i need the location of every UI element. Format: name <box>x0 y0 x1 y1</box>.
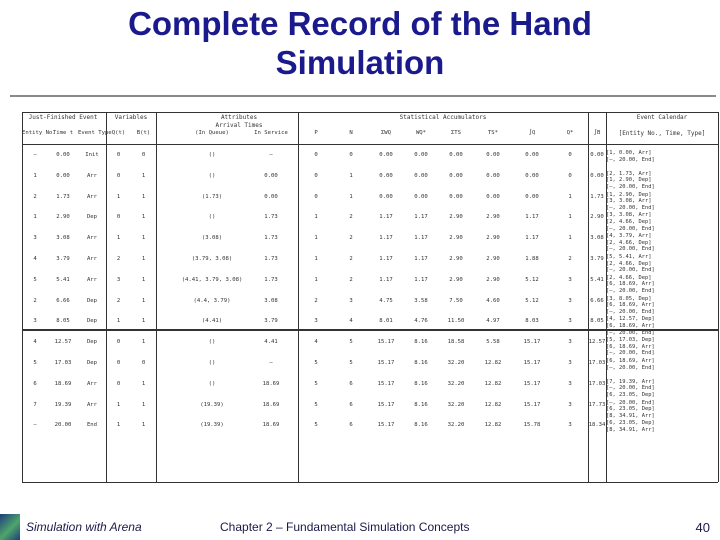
table-cell: 1 <box>141 318 146 325</box>
table-cell: 1 <box>116 318 121 325</box>
table-cell: 17.03 <box>588 380 606 387</box>
column-header: Entity No. <box>22 130 56 136</box>
table-cell: 18.34 <box>588 422 606 429</box>
table-cell: 1 <box>116 401 121 408</box>
table-cell: 32.20 <box>447 380 465 387</box>
event-calendar-cell: [5, 5.41, Arr] [2, 4.66, Dep] [–, 20.00, End] <box>606 254 655 274</box>
table-cell: () <box>208 172 216 179</box>
table-cell: 1.17 <box>414 214 428 221</box>
table-cell: 3 <box>568 339 572 346</box>
title-divider <box>10 95 716 97</box>
table-cell: 2.90 <box>449 235 463 242</box>
table-cell: 11.50 <box>447 318 465 325</box>
table-cell: 1.88 <box>525 256 539 262</box>
table-cell: 1.73 <box>264 256 278 262</box>
column-header: Q* <box>566 130 574 136</box>
column-header: ΣWQ <box>380 130 392 136</box>
table-cell: 4.76 <box>414 318 428 325</box>
column-header: In Service <box>254 130 288 136</box>
table-cell: 0 <box>116 380 121 387</box>
table-cell: 1 <box>141 401 146 408</box>
table-cell: 0.00 <box>486 193 500 200</box>
table-cell: 0.00 <box>449 193 463 200</box>
table-cell: (19.39) <box>200 401 224 408</box>
table-cell: () <box>208 339 216 346</box>
table-cell: 8.16 <box>414 360 428 366</box>
table-cell: 32.20 <box>447 360 465 366</box>
table-cell: 8.01 <box>379 318 393 325</box>
table-cell: 18.58 <box>447 339 465 346</box>
table-cell: 1 <box>141 380 146 387</box>
table-cell: 6 <box>349 380 353 387</box>
table-cell: 3.08 <box>264 297 278 304</box>
table-cell: 7 <box>33 401 37 408</box>
table-cell: 8.05 <box>56 318 70 325</box>
table-cell: 2 <box>568 256 572 262</box>
table-cell: 1 <box>141 193 146 200</box>
table-cell: 1 <box>116 193 121 200</box>
table-cell: () <box>208 214 216 221</box>
table-cell: 6.66 <box>590 297 604 304</box>
table-cell: Arr <box>86 172 98 179</box>
table-cell: 17.03 <box>54 360 72 366</box>
group-event: Just-Finished Event <box>28 114 98 121</box>
table-cell: 0.00 <box>56 172 70 179</box>
table-cell: 3 <box>314 318 318 325</box>
table-cell: 15.17 <box>523 339 541 346</box>
footer-center: Chapter 2 – Fundamental Simulation Concepts <box>220 520 470 534</box>
table-cell: 0 <box>568 172 572 179</box>
table-cell: 2.90 <box>56 214 70 221</box>
table-cell: 0.00 <box>449 172 463 179</box>
table-cell: 5 <box>314 422 318 429</box>
table-cell: 1.73 <box>264 276 278 283</box>
group-variables: Variables <box>114 114 148 121</box>
table-cell: 0.00 <box>525 152 539 158</box>
table-cell: 0 <box>141 152 146 158</box>
table-cell: 2 <box>116 256 121 262</box>
table-cell: 18.69 <box>54 380 72 387</box>
column-header: ∫Q <box>528 130 536 136</box>
table-cell: 8.05 <box>590 318 604 325</box>
table-cell: Dep <box>86 297 98 304</box>
table-cell: 5 <box>349 360 353 366</box>
table-cell: 1 <box>141 214 146 221</box>
column-header: WQ* <box>415 130 427 136</box>
table-cell: 4.97 <box>486 318 500 325</box>
table-cell: Init <box>85 152 99 158</box>
table-cell: 17.73 <box>588 401 606 408</box>
table-cell: (4.41) <box>201 318 223 325</box>
table-cell: 1 <box>141 297 146 304</box>
table-cell: 5 <box>314 360 318 366</box>
table-cell: () <box>208 152 216 158</box>
footer-left: Simulation with Arena <box>26 520 142 534</box>
table-cell: 0 <box>116 360 121 366</box>
table-cell: 0 <box>314 193 318 200</box>
table-cell: (19.39) <box>200 422 224 429</box>
table-cell: 0.00 <box>379 152 393 158</box>
page-number: 40 <box>695 520 710 535</box>
table-cell: 5.41 <box>56 276 70 283</box>
table-cell: Arr <box>86 401 98 408</box>
event-calendar-cell: [3, 8.05, Dep] [6, 18.69, Arr] [–, 20.00, End] <box>606 295 655 315</box>
table-cell: 1.17 <box>379 276 393 283</box>
table-cell: 6 <box>349 422 353 429</box>
column-header: (In Queue) <box>195 130 229 136</box>
table-cell: 17.03 <box>588 360 606 366</box>
table-cell: 3.58 <box>414 297 428 304</box>
table-cell: 15.17 <box>523 380 541 387</box>
table-cell: 1 <box>141 276 146 283</box>
table-cell: 12.57 <box>588 339 606 346</box>
table-cell: 3.79 <box>590 256 604 262</box>
event-calendar-cell: [2, 1.73, Arr] [1, 2.90, Dep] [–, 20.00, End] <box>606 170 655 190</box>
table-cell: 12.82 <box>484 422 502 429</box>
event-calendar-cell: [4, 12.57, Dep] [6, 18.69, Arr] [–, 20.00, End] <box>606 316 655 336</box>
table-cell: 1.73 <box>56 193 70 200</box>
table-cell: 1.17 <box>414 256 428 262</box>
table-cell: 0 <box>116 339 121 346</box>
table-cell: 20.00 <box>54 422 72 429</box>
table-cell: 0.00 <box>449 152 463 158</box>
event-calendar-cell: [–, 20.00, End] [6, 23.05, Dep] [8, 34.91, Arr] <box>606 399 655 419</box>
table-cell: 8.16 <box>414 401 428 408</box>
table-cell: Arr <box>86 276 98 283</box>
table-cell: 32.20 <box>447 422 465 429</box>
column-header: Q(t) <box>111 130 126 136</box>
column-header: B(t) <box>136 130 151 136</box>
table-cell: 5 <box>33 360 37 366</box>
table-cell: 8.16 <box>414 422 428 429</box>
table-cell: 0 <box>568 152 572 158</box>
table-cell: – <box>33 422 37 429</box>
table-cell: 1 <box>116 235 121 242</box>
table-cell: 3 <box>568 297 572 304</box>
table-cell: 0.00 <box>414 172 428 179</box>
table-cell: 2 <box>314 297 318 304</box>
table-cell: 12.82 <box>484 360 502 366</box>
table-cell: 2 <box>349 276 353 283</box>
table-cell: 0 <box>116 152 121 158</box>
table-cell: 0.00 <box>590 172 604 179</box>
table-cell: 0.00 <box>525 172 539 179</box>
table-cell: 1 <box>314 256 318 262</box>
table-cell: 15.78 <box>523 422 541 429</box>
table-cell: 3 <box>33 318 37 325</box>
table-cell: 5 <box>33 276 37 283</box>
table-cell: 0 <box>116 172 121 179</box>
table-cell: 2.90 <box>486 276 500 283</box>
table-cell: 3 <box>568 360 572 366</box>
column-header: Event Type <box>78 130 112 136</box>
table-cell: 15.17 <box>377 422 395 429</box>
table-cell: 0 <box>314 172 318 179</box>
column-header: TS* <box>487 130 499 136</box>
table-cell: 2.90 <box>486 214 500 221</box>
table-cell: 3 <box>349 297 353 304</box>
table-cell: End <box>86 422 98 429</box>
table-cell: 1.17 <box>379 214 393 221</box>
table-cell: 1 <box>33 214 37 221</box>
table-cell: 0.00 <box>486 152 500 158</box>
table-cell: 1 <box>568 214 572 221</box>
event-calendar-cell: [1, 2.90, Dep] [3, 3.08, Arr] [–, 20.00, End] <box>606 191 655 211</box>
table-cell: 3 <box>568 276 572 283</box>
title-line-2: Simulation <box>275 44 445 81</box>
table-cell: 15.17 <box>523 360 541 366</box>
table-cell: () <box>208 380 216 387</box>
table-cell: 3.79 <box>264 318 278 325</box>
table-cell: 1.73 <box>590 193 604 200</box>
table-cell: 5.12 <box>525 276 539 283</box>
table-cell: 3.08 <box>590 235 604 242</box>
table-cell: 1 <box>33 172 37 179</box>
table-cell: 12.82 <box>484 401 502 408</box>
hand-simulation-table <box>22 112 718 482</box>
table-cell: (3.79, 3.08) <box>191 256 233 262</box>
table-cell: 5.58 <box>486 339 500 346</box>
table-cell: 5 <box>349 339 353 346</box>
table-cell: 1.17 <box>525 235 539 242</box>
table-cell: 15.17 <box>377 360 395 366</box>
table-cell: Dep <box>86 339 98 346</box>
grid-hline <box>22 144 718 145</box>
table-cell: 0.00 <box>590 152 604 158</box>
table-cell: () <box>208 360 216 366</box>
table-cell: 8.16 <box>414 380 428 387</box>
table-cell: 8.03 <box>525 318 539 325</box>
table-cell: 15.17 <box>523 401 541 408</box>
table-cell: 1.17 <box>379 256 393 262</box>
table-cell: 1 <box>141 339 146 346</box>
column-header: ΣTS <box>450 130 462 136</box>
grid-vline <box>718 112 719 482</box>
table-cell: 2.90 <box>449 256 463 262</box>
event-calendar-cell: [2, 4.66, Dep] [6, 18.69, Arr] [–, 20.00, End] <box>606 274 655 294</box>
table-cell: 19.39 <box>54 401 72 408</box>
table-cell: 1 <box>568 235 572 242</box>
table-cell: Dep <box>86 318 98 325</box>
table-cell: 5.12 <box>525 297 539 304</box>
event-calendar-cell: [6, 18.69, Arr] [–, 20.00, End] <box>606 358 655 371</box>
table-cell: 4 <box>314 339 318 346</box>
table-cell: 0.00 <box>414 152 428 158</box>
table-cell: 1 <box>314 276 318 283</box>
table-cell: 0.00 <box>525 193 539 200</box>
grid-vline <box>156 112 157 482</box>
event-calendar-cell: [3, 3.08, Arr] [2, 4.66, Dep] [–, 20.00, End] <box>606 212 655 232</box>
table-cell: 15.17 <box>377 339 395 346</box>
event-calendar-cell: [4, 3.79, Arr] [2, 4.66, Dep] [–, 20.00, End] <box>606 233 655 253</box>
table-cell: 0.00 <box>264 172 278 179</box>
table-cell: 4 <box>33 339 37 346</box>
table-cell: (1.73) <box>201 193 223 200</box>
table-cell: 3 <box>568 422 572 429</box>
table-cell: 5 <box>314 380 318 387</box>
table-cell: 6 <box>349 401 353 408</box>
table-cell: 1 <box>141 256 146 262</box>
column-header: P <box>314 130 318 136</box>
table-cell: 12.82 <box>484 380 502 387</box>
column-header: ∫B <box>593 130 601 136</box>
table-cell: 2 <box>349 214 353 221</box>
table-cell: 2 <box>349 235 353 242</box>
table-cell: Dep <box>86 214 98 221</box>
table-cell: 1.17 <box>414 235 428 242</box>
table-cell: – <box>269 360 273 366</box>
table-cell: 3 <box>568 318 572 325</box>
table-cell: 0.00 <box>379 193 393 200</box>
table-cell: 2.90 <box>449 214 463 221</box>
table-cell: 18.69 <box>262 401 280 408</box>
table-cell: Arr <box>86 235 98 242</box>
table-cell: Arr <box>86 380 98 387</box>
table-cell: 4 <box>33 256 37 262</box>
table-cell: 2 <box>33 297 37 304</box>
table-cell: 3.08 <box>56 235 70 242</box>
table-cell: 2 <box>33 193 37 200</box>
table-cell: 1 <box>349 193 353 200</box>
table-cell: 1.17 <box>414 276 428 283</box>
table-cell: 0 <box>141 360 146 366</box>
group-calendar: Event Calendar <box>636 114 688 121</box>
table-cell: 18.69 <box>262 380 280 387</box>
table-cell: 12.57 <box>54 339 72 346</box>
grid-hline <box>22 482 718 483</box>
column-header: N <box>349 130 353 136</box>
table-cell: – <box>33 152 37 158</box>
arena-logo <box>0 514 20 540</box>
group-stats: Statistical Accumulators <box>399 114 487 121</box>
table-cell: (4.41, 3.79, 3.08) <box>181 276 243 283</box>
table-cell: 0.00 <box>414 193 428 200</box>
calendar-header: [Entity No., Time, Type] <box>618 130 706 137</box>
table-cell: 32.20 <box>447 401 465 408</box>
grid-hline <box>22 112 718 113</box>
table-cell: 3 <box>568 401 572 408</box>
group-arrival-times: Arrival Times <box>215 122 263 129</box>
table-cell: 1.17 <box>379 235 393 242</box>
table-cell: 8.16 <box>414 339 428 346</box>
table-cell: 0 <box>116 214 121 221</box>
table-cell: Dep <box>86 360 98 366</box>
table-cell: (3.08) <box>201 235 223 242</box>
table-cell: 0.00 <box>379 172 393 179</box>
table-cell: 4 <box>349 318 353 325</box>
table-cell: 1.73 <box>264 235 278 242</box>
table-cell: 7.50 <box>449 297 463 304</box>
table-cell: 1 <box>141 235 146 242</box>
table-cell: 0.00 <box>264 193 278 200</box>
event-calendar-cell: [7, 19.39, Arr] [–, 20.00, End] [6, 23.05, Dep] <box>606 378 655 398</box>
table-cell: 0.00 <box>486 172 500 179</box>
event-calendar-cell: [1, 0.00, Arr] [–, 20.00, End] <box>606 150 655 163</box>
table-cell: 1.17 <box>525 214 539 221</box>
table-cell: 2 <box>349 256 353 262</box>
table-cell: 1 <box>314 214 318 221</box>
table-cell: 15.17 <box>377 401 395 408</box>
event-calendar-cell: [6, 23.05, Dep] [8, 34.91, Arr] <box>606 420 655 433</box>
table-cell: 4.41 <box>264 339 278 346</box>
table-cell: 2.90 <box>486 235 500 242</box>
table-cell: 1 <box>141 172 146 179</box>
event-calendar-cell: [5, 17.03, Dep] [6, 18.69, Arr] [–, 20.00, End] <box>606 337 655 357</box>
table-cell: – <box>269 152 273 158</box>
table-cell: 5.41 <box>590 276 604 283</box>
table-cell: 1 <box>349 172 353 179</box>
table-cell: 18.69 <box>262 422 280 429</box>
table-cell: 1 <box>141 422 146 429</box>
table-cell: 3 <box>568 380 572 387</box>
table-cell: 6 <box>33 380 37 387</box>
table-cell: 0 <box>349 152 353 158</box>
table-cell: 1 <box>314 235 318 242</box>
slide-title <box>0 4 720 82</box>
table-cell: 2.90 <box>486 256 500 262</box>
table-cell: 2.90 <box>449 276 463 283</box>
group-attributes: Attributes <box>220 114 258 121</box>
table-cell: 15.17 <box>377 380 395 387</box>
table-cell: 3.79 <box>56 256 70 262</box>
table-cell: 1.73 <box>264 214 278 221</box>
table-cell: 3 <box>116 276 121 283</box>
table-cell: 6.66 <box>56 297 70 304</box>
table-cell: Arr <box>86 193 98 200</box>
table-cell: 2 <box>116 297 121 304</box>
table-cell: 0.00 <box>56 152 70 158</box>
table-cell: 3 <box>33 235 37 242</box>
table-cell: 5 <box>314 401 318 408</box>
table-cell: 4.75 <box>379 297 393 304</box>
table-cell: 1 <box>116 422 121 429</box>
table-cell: 1 <box>568 193 572 200</box>
table-cell: Arr <box>86 256 98 262</box>
table-cell: 4.60 <box>486 297 500 304</box>
table-cell: 0 <box>314 152 318 158</box>
table-cell: 2.90 <box>590 214 604 221</box>
column-header: Time t <box>52 130 74 136</box>
title-line-1: Complete Record of the Hand <box>128 5 592 42</box>
table-cell: (4.4, 3.79) <box>193 297 231 304</box>
